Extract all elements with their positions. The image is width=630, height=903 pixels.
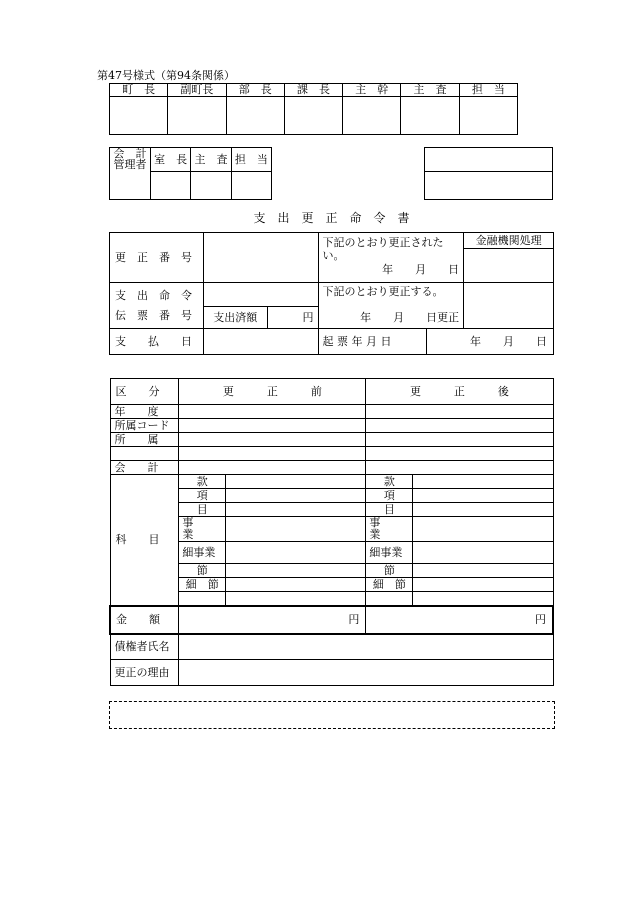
paid-amount-label: 支出済額 [203,307,267,329]
shozoku-code-after[interactable] [366,419,553,433]
stamp-box [151,172,191,200]
issue-date-field[interactable]: 年 月 日 [427,329,554,355]
saisetsu-before-label: 細 節 [179,578,226,592]
do-correction-cell: 下記のとおり更正する。 年 月 日更正 [318,283,464,329]
extra-after[interactable] [413,592,553,606]
payment-order-field[interactable] [203,283,318,307]
correction-number-field[interactable] [203,233,318,283]
approval-header: 町 長 [110,84,168,97]
kingaku-before[interactable]: 円 [179,606,366,634]
approval-header: 担 当 [459,84,517,97]
creditor-field[interactable] [179,634,553,660]
blank-before[interactable] [179,447,366,461]
kaikei-after[interactable] [366,461,553,475]
kou-before-label: 項 [179,489,226,503]
approval-header: 副町長 [168,84,226,97]
kan-before-label: 款 [179,475,226,489]
info-table [109,232,554,355]
kan-before[interactable] [226,475,366,489]
setsu-after-label: 節 [366,564,413,578]
main-table [109,378,554,686]
jigyou-after[interactable] [413,517,553,542]
kingaku-label: 金 額 [110,606,179,634]
approval-stamps-top [109,83,518,135]
approval-header: 部 長 [226,84,284,97]
stamp-box [168,97,226,135]
payment-day-label: 支 払 日 [110,329,204,355]
stamp-box [226,97,284,135]
extra-before-label [179,592,226,606]
moku-before-label: 目 [179,503,226,517]
accounting-header: 室 長 [151,148,191,172]
stamp-box [231,172,271,200]
approval-header: 主 幹 [343,84,401,97]
stamp-box [459,97,517,135]
kubun-header: 区 分 [110,379,179,405]
shozoku-code-label: 所属コード [110,419,179,433]
blank-label [110,447,179,461]
saisetsu-before[interactable] [226,578,366,592]
request-cell: 下記のとおり更正されたい。 年 月 日 [318,233,464,283]
creditor-label: 債権者氏名 [110,634,179,660]
saijigyou-after[interactable] [413,542,553,564]
shozoku-label: 所 属 [110,433,179,447]
blank-after[interactable] [366,447,553,461]
bank-processing-cell: 金融機関処理 [464,233,554,283]
moku-after-label: 目 [366,503,413,517]
stamp-box [425,148,553,172]
moku-after[interactable] [413,503,553,517]
before-header: 更 正 前 [179,379,366,405]
reason-field[interactable] [179,660,553,686]
saisetsu-after[interactable] [413,578,553,592]
accounting-header: 担 当 [231,148,271,172]
extra-before[interactable] [226,592,366,606]
dashed-box [109,701,555,729]
kaikei-before[interactable] [179,461,366,475]
approval-header: 課 長 [284,84,342,97]
paid-amount-field[interactable]: 円 [267,307,318,329]
form-id: 第47号様式（第94条関係） [97,69,235,82]
document-title: 支 出 更 正 命 令 書 [253,211,410,225]
issue-date-label: 起 票 年 月 日 [318,329,427,355]
shozoku-after[interactable] [366,433,553,447]
accounting-header: 主 査 [191,148,231,172]
kamoku-label: 科 目 [110,475,179,606]
kaikei-label: 会 計 [110,461,179,475]
nendo-after[interactable] [366,405,553,419]
kou-before[interactable] [226,489,366,503]
setsu-after[interactable] [413,564,553,578]
shozoku-code-before[interactable] [179,419,366,433]
nendo-before[interactable] [179,405,366,419]
kan-after-label: 款 [366,475,413,489]
approval-header: 主 査 [401,84,459,97]
stamp-box [191,172,231,200]
payment-order-label: 支 出 命 令 伝 票 番 号 [110,283,204,329]
saijigyou-before-label: 細事業 [179,542,226,564]
approval-stamps-accounting [109,147,272,200]
stamp-box [343,97,401,135]
saijigyou-before[interactable] [226,542,366,564]
kingaku-after[interactable]: 円 [366,606,553,634]
stamp-box [401,97,459,135]
stamp-box [110,97,168,135]
nendo-label: 年 度 [110,405,179,419]
moku-before[interactable] [226,503,366,517]
extra-after-label [366,592,413,606]
jigyou-before[interactable] [226,517,366,542]
right-stamp-box [424,147,553,200]
jigyou-before-label: 事 業 [179,517,226,542]
shozoku-before[interactable] [179,433,366,447]
kou-after-label: 項 [366,489,413,503]
setsu-before[interactable] [226,564,366,578]
bank-processing-field [464,283,554,329]
saijigyou-after-label: 細事業 [366,542,413,564]
jigyou-after-label: 事 業 [366,517,413,542]
kou-after[interactable] [413,489,553,503]
after-header: 更 正 後 [366,379,553,405]
correction-number-label: 更 正 番 号 [110,233,204,283]
stamp-box [425,172,553,200]
saisetsu-after-label: 細 節 [366,578,413,592]
kan-after[interactable] [413,475,553,489]
accounting-manager-label: 会 計 管理者 [110,148,151,200]
stamp-box [284,97,342,135]
setsu-before-label: 節 [179,564,226,578]
reason-label: 更正の理由 [110,660,179,686]
payment-day-field[interactable] [203,329,318,355]
